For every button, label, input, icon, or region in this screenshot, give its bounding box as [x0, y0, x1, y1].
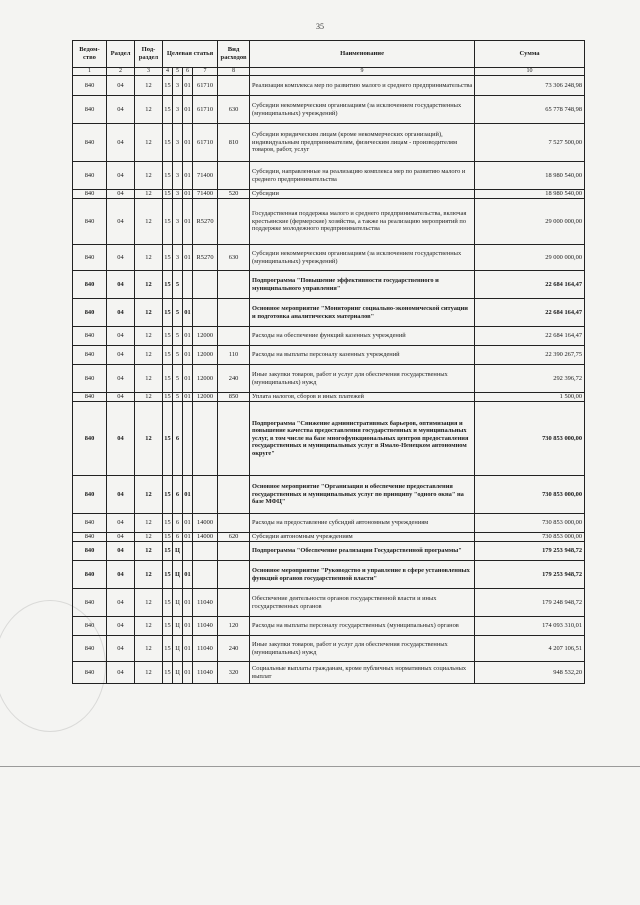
target-b-cell: 3	[173, 76, 183, 96]
target-b-cell: 6	[173, 514, 183, 533]
vedomstvo-cell: 840	[73, 393, 107, 402]
podrazdel-cell: 12	[135, 542, 163, 561]
target-a-cell: 15	[163, 542, 173, 561]
razdel-cell: 04	[107, 190, 135, 199]
table-row	[73, 96, 585, 124]
podrazdel-cell: 12	[135, 327, 163, 346]
naimenovanie-cell: Расходы на выплаты персоналу государственных (муниципальных) органов	[250, 617, 475, 636]
podrazdel-cell: 12	[135, 76, 163, 96]
target-a-cell: 15	[163, 402, 173, 476]
target-a-cell: 15	[163, 271, 173, 299]
target-b-cell: Ц	[173, 662, 183, 684]
target-c-cell	[183, 542, 193, 561]
vid-rashodov-cell	[218, 199, 250, 245]
naimenovanie-cell: Основное мероприятие "Организация и обеспечение предоставления государственных и муниципальных услуг по принципу "одного окна" на базе МФЦ"	[250, 476, 475, 514]
target-c-cell: 01	[183, 514, 193, 533]
naimenovanie-cell: Иные закупки товаров, работ и услуг для обеспечения государственных (муниципальных) нужд	[250, 365, 475, 393]
summa-cell: 179 253 948,72	[475, 542, 585, 561]
table-row	[73, 299, 585, 327]
summa-cell: 29 000 000,00	[475, 245, 585, 271]
vid-rashodov-cell	[218, 327, 250, 346]
header-razdel: Раздел	[107, 41, 135, 68]
vedomstvo-cell: 840	[73, 199, 107, 245]
target-b-cell: 5	[173, 327, 183, 346]
naimenovanie-cell: Подпрограмма "Обеспечение реализации Государственной программы"	[250, 542, 475, 561]
target-c-cell: 01	[183, 636, 193, 662]
page-number: 35	[316, 22, 324, 31]
vedomstvo-cell: 840	[73, 346, 107, 365]
target-c-cell: 01	[183, 96, 193, 124]
razdel-cell: 04	[107, 561, 135, 589]
target-d-cell: 61710	[193, 124, 218, 162]
target-a-cell: 15	[163, 662, 173, 684]
naimenovanie-cell: Реализация комплекса мер по развитию малого и среднего предпринимательства	[250, 76, 475, 96]
table-row	[73, 190, 585, 199]
target-c-cell: 01	[183, 124, 193, 162]
naimenovanie-cell: Государственная поддержка малого и среднего предпринимательства, включая крестьянские (фермерские) хозяйства, а также на реализацию мероприятий по поддержке молодежного предпринимательства	[250, 199, 475, 245]
vedomstvo-cell: 840	[73, 542, 107, 561]
vid-rashodov-cell	[218, 402, 250, 476]
naimenovanie-cell: Основное мероприятие "Руководство и управление в сфере установленных функций органов государственной власти"	[250, 561, 475, 589]
target-c-cell: 01	[183, 162, 193, 190]
budget-table	[72, 40, 585, 684]
razdel-cell: 04	[107, 96, 135, 124]
podrazdel-cell: 12	[135, 662, 163, 684]
column-number: 4	[163, 68, 173, 76]
naimenovanie-cell: Расходы на предоставление субсидий автономным учреждениям	[250, 514, 475, 533]
target-b-cell: 5	[173, 299, 183, 327]
summa-cell: 179 253 948,72	[475, 561, 585, 589]
vedomstvo-cell: 840	[73, 476, 107, 514]
target-d-cell: 14000	[193, 533, 218, 542]
vedomstvo-cell: 840	[73, 96, 107, 124]
target-a-cell: 15	[164, 393, 171, 401]
razdel-cell: 04	[107, 76, 135, 96]
target-b-cell: 3	[173, 124, 183, 162]
podrazdel-cell: 12	[135, 402, 163, 476]
target-c-cell: 01	[183, 245, 193, 271]
target-b-cell: 5	[173, 271, 183, 299]
summa-cell: 18 980 540,00	[475, 162, 585, 190]
column-number: 1	[73, 68, 107, 76]
table-row	[73, 533, 585, 542]
target-d-cell: R5270	[193, 245, 218, 271]
naimenovanie-cell: Социальные выплаты гражданам, кроме публичных нормативных социальных выплат	[250, 662, 475, 684]
target-b-cell: 6	[173, 476, 183, 514]
table-row	[73, 124, 585, 162]
table-row	[73, 271, 585, 299]
table-row	[73, 346, 585, 365]
column-number: 9	[250, 68, 475, 76]
target-c-cell: 01	[183, 346, 193, 365]
target-c-cell: 01	[183, 589, 193, 617]
table-header-row	[73, 41, 585, 68]
vedomstvo-cell: 840	[73, 327, 107, 346]
target-d-cell: 71400	[193, 190, 218, 199]
table-row	[73, 327, 585, 346]
vid-rashodov-cell	[218, 162, 250, 190]
target-c-cell: 01	[183, 662, 193, 684]
target-b-cell: Ц	[173, 561, 183, 589]
vid-rashodov-cell: 630	[218, 245, 250, 271]
razdel-cell: 04	[107, 514, 135, 533]
target-b-cell: 3	[173, 162, 183, 190]
podrazdel-cell: 12	[135, 617, 163, 636]
vid-rashodov-cell: 320	[218, 662, 250, 684]
target-c-cell: 01	[183, 199, 193, 245]
vid-rashodov-cell	[218, 514, 250, 533]
table-row	[73, 245, 585, 271]
podrazdel-cell: 12	[135, 299, 163, 327]
summa-cell: 4 207 106,51	[475, 636, 585, 662]
naimenovanie-cell: Иные закупки товаров, работ и услуг для обеспечения государственных (муниципальных) нужд	[250, 636, 475, 662]
target-b-cell: 3	[173, 96, 183, 124]
vedomstvo-cell: 840	[73, 271, 107, 299]
razdel-cell: 04	[107, 199, 135, 245]
target-c-cell: 01	[183, 561, 193, 589]
podrazdel-cell: 12	[135, 190, 163, 199]
razdel-cell: 04	[107, 245, 135, 271]
target-c-cell: 01	[184, 190, 191, 198]
vid-rashodov-cell	[218, 561, 250, 589]
target-d-cell: 11040	[193, 636, 218, 662]
vedomstvo-cell: 840	[73, 533, 107, 542]
header-podrazdel: Под-раздел	[135, 41, 163, 68]
target-b-cell: 5	[173, 393, 183, 402]
target-c-cell	[183, 402, 193, 476]
podrazdel-cell: 12	[135, 96, 163, 124]
vid-rashodov-cell	[218, 542, 250, 561]
naimenovanie-cell: Обеспечение деятельности органов государственной власти и иных государственных органов	[250, 589, 475, 617]
target-a-cell: 15	[163, 245, 173, 271]
summa-cell: 174 093 310,01	[475, 617, 585, 636]
summa-cell: 22 684 164,47	[475, 271, 585, 299]
vid-rashodov-cell: 620	[218, 533, 250, 542]
naimenovanie-cell: Субсидии автономным учреждениям	[250, 533, 475, 542]
target-d-cell: 12000	[193, 393, 218, 402]
target-c-cell: 01	[183, 617, 193, 636]
naimenovanie-cell: Подпрограмма "Повышение эффективности государственного и муниципального управления"	[250, 271, 475, 299]
target-c-cell: 01	[183, 327, 193, 346]
vedomstvo-cell: 840	[73, 162, 107, 190]
target-d-cell: R5270	[193, 199, 218, 245]
table-row	[73, 199, 585, 245]
target-a-cell: 15	[163, 299, 173, 327]
table-row	[73, 662, 585, 684]
column-number: 2	[107, 68, 135, 76]
table-row	[73, 402, 585, 476]
razdel-cell: 04	[107, 542, 135, 561]
target-c-cell: 01	[184, 393, 191, 401]
vid-rashodov-cell	[218, 476, 250, 514]
naimenovanie-cell: Субсидии	[250, 190, 475, 199]
target-a-cell: 15	[163, 514, 173, 533]
razdel-cell: 04	[107, 533, 135, 542]
razdel-cell: 04	[107, 271, 135, 299]
summa-cell: 1 500,00	[475, 393, 585, 402]
razdel-cell: 04	[107, 402, 135, 476]
vedomstvo-cell: 840	[73, 245, 107, 271]
target-c-cell: 01	[183, 365, 193, 393]
target-d-cell	[193, 476, 218, 514]
target-b-cell: 6	[173, 402, 183, 476]
table-row	[73, 514, 585, 533]
target-a-cell: 15	[163, 124, 173, 162]
target-c-cell: 01	[184, 533, 191, 541]
column-number: 5	[173, 68, 183, 76]
target-a-cell: 15	[163, 589, 173, 617]
table-row	[73, 561, 585, 589]
header-vid-rashodov: Вид расходов	[218, 41, 250, 68]
target-a-cell: 15	[164, 533, 171, 541]
header-naimenovanie: Наименование	[250, 41, 475, 68]
summa-cell: 730 853 000,00	[475, 514, 585, 533]
column-number: 3	[135, 68, 163, 76]
summa-cell: 22 684 164,47	[475, 299, 585, 327]
podrazdel-cell: 12	[135, 199, 163, 245]
vid-rashodov-cell: 810	[218, 124, 250, 162]
vid-rashodov-cell: 240	[218, 636, 250, 662]
naimenovanie-cell: Расходы на выплаты персоналу казенных учреждений	[250, 346, 475, 365]
podrazdel-cell: 12	[135, 476, 163, 514]
vedomstvo-cell: 840	[73, 636, 107, 662]
target-a-cell: 15	[163, 346, 173, 365]
podrazdel-cell: 12	[135, 124, 163, 162]
summa-cell: 730 853 000,00	[475, 402, 585, 476]
podrazdel-cell: 12	[135, 393, 163, 402]
target-b-cell: 3	[173, 190, 183, 199]
target-d-cell	[193, 271, 218, 299]
podrazdel-cell: 12	[135, 365, 163, 393]
column-number-row	[73, 68, 585, 76]
vedomstvo-cell: 840	[73, 402, 107, 476]
naimenovanie-cell: Подпрограмма "Снижение административных барьеров, оптимизация и повышение качества предоставления государственных и муниципальных услуг, в том числе на базе многофункциональных центров предоставления государственных и муниципальных услуг в Ямало-Ненецком автономном округе"	[250, 402, 475, 476]
table-row	[73, 393, 585, 402]
naimenovanie-cell: Основное мероприятие "Мониторинг социально-экономической ситуации и подготовка аналитических материалов"	[250, 299, 475, 327]
naimenovanie-cell: Субсидии, направленные на реализацию комплекса мер по развитию малого и среднего предпринимательства	[250, 162, 475, 190]
target-d-cell	[193, 561, 218, 589]
header-celevaya-statya: Целевая статья	[163, 41, 218, 68]
target-b-cell: 5	[173, 365, 183, 393]
summa-cell: 73 306 248,98	[475, 76, 585, 96]
header-vedomstvo: Ведом-ство	[73, 41, 107, 68]
column-number: 6	[183, 68, 193, 76]
summa-cell: 22 390 267,75	[475, 346, 585, 365]
table-row	[73, 162, 585, 190]
naimenovanie-cell: Уплата налогов, сборов и иных платежей	[250, 393, 475, 402]
vid-rashodov-cell: 520	[218, 190, 250, 199]
target-a-cell: 15	[163, 96, 173, 124]
summa-cell: 22 684 164,47	[475, 327, 585, 346]
vid-rashodov-cell: 850	[218, 393, 250, 402]
naimenovanie-cell: Субсидии юридическим лицам (кроме некоммерческих организаций), индивидуальным предпринимателям, физическим лицам - производителям товаров, работ, услуг	[250, 124, 475, 162]
table-row	[73, 636, 585, 662]
summa-cell: 730 853 000,00	[475, 476, 585, 514]
podrazdel-cell: 12	[135, 162, 163, 190]
target-a-cell: 15	[163, 636, 173, 662]
podrazdel-cell: 12	[135, 514, 163, 533]
target-a-cell: 15	[163, 476, 173, 514]
target-b-cell: 5	[173, 346, 183, 365]
vedomstvo-cell: 840	[73, 561, 107, 589]
vid-rashodov-cell	[218, 271, 250, 299]
scan-bottom-edge	[0, 766, 640, 767]
target-c-cell: 01	[183, 76, 193, 96]
target-b-cell: 6	[173, 533, 183, 542]
table-row	[73, 589, 585, 617]
target-d-cell	[193, 402, 218, 476]
target-d-cell: 12000	[193, 327, 218, 346]
podrazdel-cell: 12	[135, 346, 163, 365]
razdel-cell: 04	[107, 327, 135, 346]
summa-cell: 29 000 000,00	[475, 199, 585, 245]
target-d-cell: 12000	[193, 365, 218, 393]
vedomstvo-cell: 840	[73, 617, 107, 636]
vedomstvo-cell: 840	[73, 589, 107, 617]
summa-cell: 948 532,20	[475, 662, 585, 684]
target-b-cell: 3	[173, 199, 183, 245]
vid-rashodov-cell: 110	[218, 346, 250, 365]
target-b-cell: 3	[173, 245, 183, 271]
target-d-cell	[193, 299, 218, 327]
table-row	[73, 76, 585, 96]
podrazdel-cell: 12	[135, 636, 163, 662]
vedomstvo-cell: 840	[73, 299, 107, 327]
column-number: 8	[218, 68, 250, 76]
table-body	[73, 76, 585, 684]
razdel-cell: 04	[107, 124, 135, 162]
summa-cell: 730 853 000,00	[475, 533, 585, 542]
podrazdel-cell: 12	[135, 561, 163, 589]
target-c-cell: 01	[183, 476, 193, 514]
target-a-cell: 15	[163, 327, 173, 346]
vedomstvo-cell: 840	[73, 514, 107, 533]
razdel-cell: 04	[107, 636, 135, 662]
vid-rashodov-cell: 630	[218, 96, 250, 124]
target-d-cell: 14000	[193, 514, 218, 533]
target-a-cell: 15	[163, 617, 173, 636]
table-row	[73, 542, 585, 561]
target-d-cell: 11040	[193, 617, 218, 636]
vedomstvo-cell: 840	[73, 124, 107, 162]
target-a-cell: 15	[163, 76, 173, 96]
target-d-cell: 61710	[193, 76, 218, 96]
podrazdel-cell: 12	[135, 533, 163, 542]
target-a-cell: 15	[163, 365, 173, 393]
target-a-cell: 15	[163, 561, 173, 589]
summa-cell: 292 396,72	[475, 365, 585, 393]
vid-rashodov-cell	[218, 299, 250, 327]
podrazdel-cell: 12	[135, 245, 163, 271]
target-d-cell: 61710	[193, 96, 218, 124]
column-number: 10	[475, 68, 585, 76]
vedomstvo-cell: 840	[73, 190, 107, 199]
target-c-cell: 01	[183, 299, 193, 327]
vedomstvo-cell: 840	[73, 662, 107, 684]
razdel-cell: 04	[107, 393, 135, 402]
podrazdel-cell: 12	[135, 589, 163, 617]
target-c-cell	[183, 271, 193, 299]
razdel-cell: 04	[107, 365, 135, 393]
podrazdel-cell: 12	[135, 271, 163, 299]
target-b-cell: Ц	[173, 542, 183, 561]
vid-rashodov-cell: 240	[218, 365, 250, 393]
table-row	[73, 617, 585, 636]
naimenovanie-cell: Расходы на обеспечение функций казенных учреждений	[250, 327, 475, 346]
vedomstvo-cell: 840	[73, 76, 107, 96]
table-row	[73, 365, 585, 393]
razdel-cell: 04	[107, 162, 135, 190]
target-d-cell: 11040	[193, 589, 218, 617]
target-b-cell: Ц	[173, 617, 183, 636]
target-b-cell: Ц	[173, 589, 183, 617]
vid-rashodov-cell	[218, 589, 250, 617]
target-d-cell	[193, 542, 218, 561]
naimenovanie-cell: Субсидии некоммерческим организациям (за исключением государственных (муниципальных) учреждений)	[250, 96, 475, 124]
target-d-cell: 71400	[193, 162, 218, 190]
razdel-cell: 04	[107, 662, 135, 684]
razdel-cell: 04	[107, 589, 135, 617]
target-a-cell: 15	[163, 199, 173, 245]
summa-cell: 65 778 748,98	[475, 96, 585, 124]
target-d-cell: 11040	[193, 662, 218, 684]
header-summa: Сумма	[475, 41, 585, 68]
razdel-cell: 04	[107, 617, 135, 636]
summa-cell: 179 248 948,72	[475, 589, 585, 617]
vid-rashodov-cell: 120	[218, 617, 250, 636]
table-row	[73, 476, 585, 514]
target-b-cell: Ц	[173, 636, 183, 662]
target-d-cell: 12000	[193, 346, 218, 365]
target-a-cell: 15	[163, 162, 173, 190]
razdel-cell: 04	[107, 476, 135, 514]
razdel-cell: 04	[107, 299, 135, 327]
vid-rashodov-cell	[218, 76, 250, 96]
summa-cell: 18 980 540,00	[475, 190, 585, 199]
target-a-cell: 15	[164, 190, 171, 198]
vedomstvo-cell: 840	[73, 365, 107, 393]
naimenovanie-cell: Субсидии некоммерческим организациям (за исключением государственных (муниципальных) учреждений)	[250, 245, 475, 271]
column-number: 7	[193, 68, 218, 76]
summa-cell: 7 527 500,00	[475, 124, 585, 162]
razdel-cell: 04	[107, 346, 135, 365]
